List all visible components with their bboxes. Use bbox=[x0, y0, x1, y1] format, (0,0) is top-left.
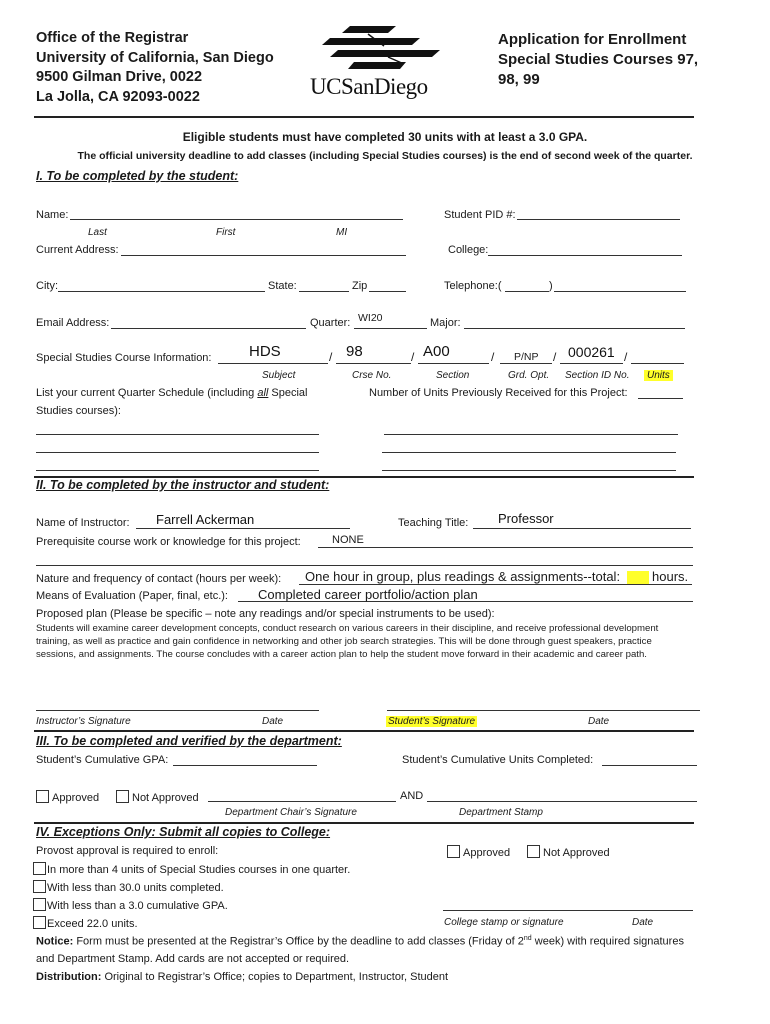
notice-text-line2: and Department Stamp. Add cards are not accepted or required. bbox=[36, 953, 350, 965]
prev-units-field[interactable] bbox=[638, 398, 683, 399]
not-approved-checkbox[interactable] bbox=[116, 790, 129, 803]
contact-value: One hour in group, plus readings & assignments--total: bbox=[305, 569, 621, 584]
student-date-caption: Date bbox=[588, 716, 610, 727]
section-value: A00 bbox=[423, 343, 450, 360]
gpa-field[interactable] bbox=[173, 765, 317, 766]
section-rule bbox=[34, 730, 694, 732]
schedule-label-part: Special bbox=[268, 387, 308, 399]
student-signature-line[interactable] bbox=[387, 710, 700, 711]
schedule-label-line2: Studies courses): bbox=[36, 405, 121, 417]
section-1-title: I. To be completed by the student: bbox=[36, 169, 239, 183]
schedule-line[interactable] bbox=[36, 470, 319, 471]
instructor-field[interactable] bbox=[136, 528, 350, 529]
deadline-note: The official university deadline to add classes (including Special Studies courses) is the end of second week of the quarter. bbox=[77, 150, 693, 162]
title-line: Application for Enrollment bbox=[498, 31, 687, 48]
provost-not-approved-option[interactable] bbox=[527, 845, 610, 859]
prereq-value: NONE bbox=[332, 534, 364, 546]
quarter-value: WI20 bbox=[358, 312, 383, 324]
instructor-value: Farrell Ackerman bbox=[156, 512, 255, 527]
zip-label: Zip bbox=[352, 280, 368, 292]
provost-approved-label: Approved bbox=[463, 847, 511, 859]
schedule-line[interactable] bbox=[384, 434, 678, 435]
city-field[interactable] bbox=[58, 291, 265, 292]
schedule-line[interactable] bbox=[36, 434, 319, 435]
subject-caption: Subject bbox=[262, 370, 296, 381]
provost-not-approved-label: Not Approved bbox=[543, 847, 610, 859]
prev-units-label: Number of Units Previously Received for this Project: bbox=[369, 387, 628, 399]
grade-option-caption: Grd. Opt. bbox=[508, 370, 550, 381]
evaluation-value: Completed career portfolio/action plan bbox=[258, 587, 478, 602]
prereq-field-continued[interactable] bbox=[36, 565, 693, 566]
prereq-field[interactable] bbox=[318, 547, 693, 548]
city-label: City: bbox=[36, 280, 58, 292]
college-date-caption: Date bbox=[632, 917, 654, 928]
exception-checkbox[interactable] bbox=[33, 880, 46, 893]
telephone-label: Telephone:( bbox=[444, 280, 502, 292]
college-label: College: bbox=[448, 244, 489, 256]
instructor-label: Name of Instructor: bbox=[36, 517, 130, 529]
college-stamp-caption: College stamp or signature bbox=[444, 917, 564, 928]
header-rule bbox=[34, 116, 694, 118]
distribution-label: Distribution: bbox=[36, 971, 102, 983]
name-last-caption: Last bbox=[88, 227, 107, 238]
course-number-caption: Crse No. bbox=[352, 370, 392, 381]
eligibility-note: Eligible students must have completed 30 units with at least a 3.0 GPA. bbox=[182, 130, 588, 144]
provost-label: Provost approval is required to enroll: bbox=[36, 845, 219, 857]
form-title bbox=[498, 30, 698, 90]
zip-field[interactable] bbox=[369, 291, 406, 292]
exception-label: Exceed 22.0 units. bbox=[47, 918, 138, 930]
units-caption: Units bbox=[644, 370, 673, 381]
section-id-value: 000261 bbox=[568, 344, 615, 360]
exception-checkbox[interactable] bbox=[33, 898, 46, 911]
dept-approved-option[interactable] bbox=[36, 790, 99, 804]
not-approved-label: Not Approved bbox=[132, 792, 199, 804]
cumulative-units-field[interactable] bbox=[602, 765, 697, 766]
student-signature-caption[interactable]: Student’s Signature bbox=[388, 716, 476, 727]
teaching-title-label: Teaching Title: bbox=[398, 517, 469, 529]
schedule-label-all: all bbox=[257, 387, 269, 399]
section-rule bbox=[34, 822, 694, 824]
section-caption: Section bbox=[436, 370, 470, 381]
pid-field[interactable] bbox=[517, 219, 680, 220]
course-number-field[interactable] bbox=[336, 363, 411, 364]
section-id-caption: Section ID No. bbox=[565, 370, 630, 381]
exception-item[interactable] bbox=[33, 880, 224, 894]
plan-label: Proposed plan (Please be specific – note any readings and/or special instruments to be used): bbox=[36, 608, 495, 620]
instructor-signature-caption: Instructor’s Signature bbox=[36, 716, 131, 727]
dept-stamp-line[interactable] bbox=[427, 801, 697, 802]
notice-superscript: nd bbox=[523, 935, 532, 942]
address-line: 9500 Gilman Drive, 0022 bbox=[36, 69, 203, 85]
college-stamp-line[interactable] bbox=[443, 910, 693, 911]
gpa-label: Student’s Cumulative GPA: bbox=[36, 754, 169, 766]
quarter-label: Quarter: bbox=[310, 317, 351, 329]
state-label: State: bbox=[268, 280, 297, 292]
notice-text bbox=[36, 935, 684, 948]
major-field[interactable] bbox=[464, 328, 685, 329]
name-mi-caption: MI bbox=[336, 227, 348, 238]
exception-label: With less than a 3.0 cumulative GPA. bbox=[47, 900, 228, 912]
course-info-label: Special Studies Course Information: bbox=[36, 352, 212, 364]
address-line: Office of the Registrar bbox=[36, 30, 189, 46]
plan-text[interactable]: Students will examine career development concepts, conduct research on various careers in their discipline, and receive professional development training, as well as practice and gain confidence in networking and other job search strategies. This will be done through guest speakers, practice sessions, and assignments. The course concludes with a career action plan to help the student move forward in their academic and career path. bbox=[36, 623, 659, 660]
slash-separator: / bbox=[411, 350, 415, 364]
pid-label: Student PID #: bbox=[444, 209, 516, 221]
dept-not-approved-option[interactable] bbox=[116, 790, 199, 804]
schedule-label-part: List your current Quarter Schedule (including bbox=[36, 387, 258, 399]
teaching-title-field[interactable] bbox=[473, 528, 691, 529]
slash-separator: / bbox=[553, 350, 557, 364]
exception-item[interactable] bbox=[33, 916, 138, 930]
grade-option-value: P/NP bbox=[514, 351, 539, 363]
chair-signature-caption: Department Chair’s Signature bbox=[225, 807, 357, 818]
email-field[interactable] bbox=[111, 328, 306, 329]
and-label: AND bbox=[400, 790, 424, 802]
dept-stamp-caption: Department Stamp bbox=[459, 807, 543, 818]
teaching-title-value: Professor bbox=[498, 511, 554, 526]
title-line: Special Studies Courses 97, bbox=[498, 51, 699, 68]
notice-label: Notice: bbox=[36, 935, 74, 948]
registrar-address bbox=[36, 29, 274, 107]
address-line: University of California, San Diego bbox=[36, 49, 274, 66]
units-field[interactable] bbox=[631, 363, 684, 364]
total-hours-highlight[interactable] bbox=[627, 571, 649, 584]
contact-label: Nature and frequency of contact (hours per week): bbox=[36, 573, 282, 585]
exception-checkbox[interactable] bbox=[33, 916, 46, 929]
chair-signature-line[interactable] bbox=[208, 801, 396, 802]
grade-option-field[interactable] bbox=[500, 363, 552, 364]
name-label: Name: bbox=[36, 209, 69, 221]
slash-separator: / bbox=[491, 350, 495, 364]
quarter-field[interactable] bbox=[354, 328, 427, 329]
ucsd-logo-icon bbox=[308, 24, 453, 74]
section-field[interactable] bbox=[418, 363, 489, 364]
section-4-title: IV. Exceptions Only: Submit all copies to College: bbox=[36, 825, 331, 839]
notice-part: Form must be presented at the Registrar’s Office by the deadline to add classes (Friday of 2 bbox=[73, 935, 524, 948]
exception-item[interactable] bbox=[33, 862, 350, 876]
course-number-value: 98 bbox=[346, 343, 363, 360]
approved-checkbox[interactable] bbox=[36, 790, 49, 803]
exception-label: In more than 4 units of Special Studies courses in one quarter. bbox=[47, 864, 351, 876]
provost-approved-checkbox[interactable] bbox=[447, 845, 460, 858]
slash-separator: / bbox=[624, 350, 628, 364]
cumulative-units-label: Student’s Cumulative Units Completed: bbox=[402, 754, 594, 766]
exception-checkbox[interactable] bbox=[33, 862, 46, 875]
schedule-line[interactable] bbox=[382, 470, 676, 471]
distribution-text bbox=[36, 971, 448, 983]
schedule-label bbox=[36, 387, 308, 399]
major-label: Major: bbox=[430, 317, 461, 329]
address-line: La Jolla, CA 92093-0022 bbox=[36, 88, 200, 105]
telephone-field[interactable] bbox=[554, 291, 686, 292]
address-label: Current Address: bbox=[36, 244, 119, 256]
prereq-label: Prerequisite course work or knowledge for this project: bbox=[36, 536, 301, 548]
evaluation-label: Means of Evaluation (Paper, final, etc.): bbox=[36, 590, 228, 602]
exception-label: With less than 30.0 units completed. bbox=[47, 882, 224, 894]
ucsd-logo bbox=[308, 24, 453, 104]
notice-part: week) with required signatures bbox=[531, 935, 684, 948]
email-label: Email Address: bbox=[36, 317, 110, 329]
subject-field[interactable] bbox=[218, 363, 328, 364]
instructor-date-caption: Date bbox=[262, 716, 284, 727]
telephone-close: ) bbox=[549, 280, 553, 292]
title-line: 98, 99 bbox=[498, 71, 540, 88]
provost-not-approved-checkbox[interactable] bbox=[527, 845, 540, 858]
slash-separator: / bbox=[329, 350, 333, 364]
schedule-line[interactable] bbox=[36, 452, 319, 453]
section-3-title: III. To be completed and verified by the department: bbox=[36, 734, 342, 748]
name-field[interactable] bbox=[70, 219, 403, 220]
distribution-value: Original to Registrar’s Office; copies to Department, Instructor, Student bbox=[101, 971, 449, 983]
telephone-area-field[interactable] bbox=[505, 291, 549, 292]
schedule-line[interactable] bbox=[382, 452, 676, 453]
name-first-caption: First bbox=[216, 227, 236, 238]
logo-text: UCSanDiego bbox=[310, 74, 428, 99]
exception-item[interactable] bbox=[33, 898, 228, 912]
section-id-field[interactable] bbox=[560, 363, 623, 364]
subject-value: HDS bbox=[249, 343, 281, 360]
instructor-signature-line[interactable] bbox=[36, 710, 319, 711]
college-field[interactable] bbox=[488, 255, 682, 256]
contact-field[interactable] bbox=[299, 584, 692, 585]
section-2-title: II. To be completed by the instructor and student: bbox=[36, 478, 330, 492]
provost-approved-option[interactable] bbox=[447, 845, 510, 859]
state-field[interactable] bbox=[299, 291, 349, 292]
address-field[interactable] bbox=[121, 255, 406, 256]
contact-hours-suffix: hours. bbox=[652, 569, 689, 584]
approved-label: Approved bbox=[52, 792, 100, 804]
